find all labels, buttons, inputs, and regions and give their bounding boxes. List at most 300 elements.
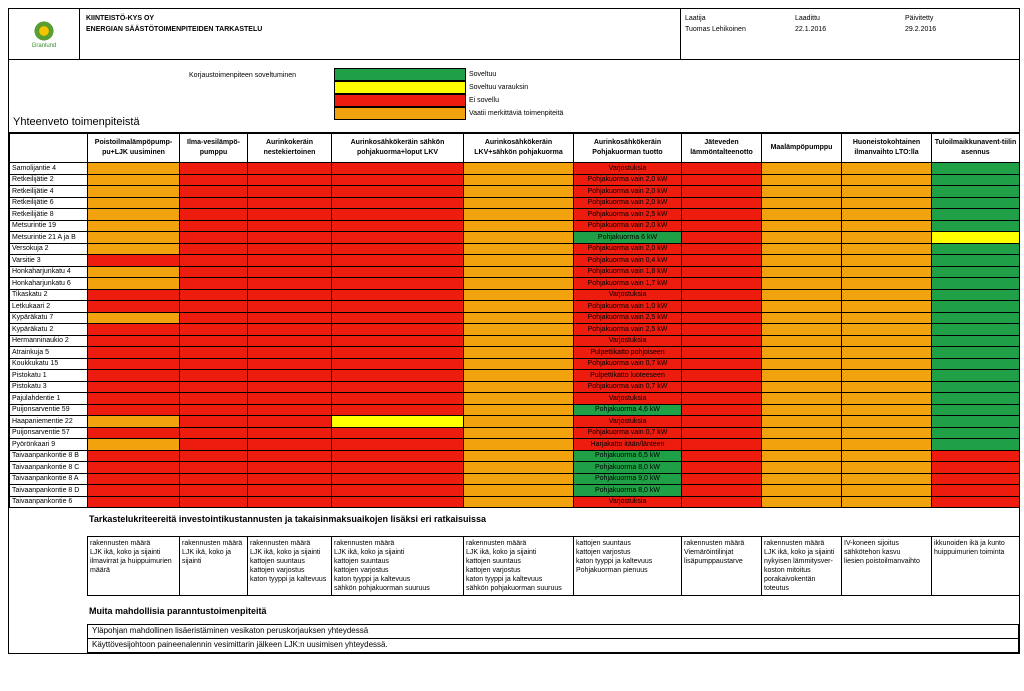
status-cell [842, 312, 932, 324]
status-cell [932, 186, 1020, 198]
status-cell [762, 186, 842, 198]
criteria-cell [332, 537, 464, 596]
status-cell: Varjostuksia [574, 163, 682, 175]
status-cell: Pohjakuorma vain 1,7 kW [574, 278, 682, 290]
status-cell [762, 439, 842, 451]
status-cell: Pohjakuorma vain 2,0 kW [574, 174, 682, 186]
status-cell [88, 232, 180, 244]
status-cell [932, 163, 1020, 175]
status-cell [180, 324, 248, 336]
status-cell [932, 439, 1020, 451]
status-cell [932, 197, 1020, 209]
status-cell: Pohjakuorma vain 2,0 kW [574, 243, 682, 255]
criteria-cell [932, 537, 1020, 596]
criteria-line: nykyisen lämmitysver- [764, 558, 833, 565]
status-cell [682, 335, 762, 347]
status-cell [464, 278, 574, 290]
other-improvements [9, 624, 1019, 653]
status-cell [932, 232, 1020, 244]
row-name: Tikaskatu 2 [10, 289, 88, 301]
status-cell [180, 473, 248, 485]
criteria-line: katon tyyppi ja kaltevuus [576, 558, 653, 565]
status-cell [180, 358, 248, 370]
legend-text: Ei sovellu [469, 97, 499, 104]
logo-text: Granlund [31, 42, 57, 49]
status-cell [464, 381, 574, 393]
status-cell [842, 358, 932, 370]
other-title: Muita mahdollisia paranntustoimenpiteitä [89, 606, 267, 616]
status-cell [682, 462, 762, 474]
row-name: Atrainkuja 5 [10, 347, 88, 359]
criteria-line: sähkön pohjakuorman suuruus [466, 585, 562, 592]
column-header: Tuloilmaikkunavent-tiilin asennus [932, 134, 1020, 163]
column-header: Aurinkokeräin nestekiertoinen [248, 134, 332, 163]
status-cell [464, 439, 574, 451]
status-cell [248, 312, 332, 324]
status-cell [332, 335, 464, 347]
table-row [10, 358, 1020, 370]
row-name: Retkeilijätie 4 [10, 186, 88, 198]
status-cell [682, 186, 762, 198]
row-name: Honkaharjunkatu 6 [10, 278, 88, 290]
status-cell [932, 255, 1020, 267]
summary-title: Yhteenveto toimenpiteistä [13, 116, 140, 128]
column-header: Aurinkosähkökeräin Pohjakuorman tuotto [574, 134, 682, 163]
status-cell: Varjostuksia [574, 393, 682, 405]
status-cell [88, 381, 180, 393]
status-cell [842, 416, 932, 428]
criteria-line: rakennusten määrä [182, 540, 243, 547]
status-cell [762, 335, 842, 347]
status-cell [932, 335, 1020, 347]
status-cell [88, 335, 180, 347]
status-cell [180, 427, 248, 439]
status-cell [464, 450, 574, 462]
status-cell [842, 335, 932, 347]
status-cell [932, 301, 1020, 313]
status-cell [762, 485, 842, 497]
status-cell [682, 301, 762, 313]
status-cell [332, 358, 464, 370]
criteria-line: porakaivokentän [764, 576, 816, 583]
status-cell [464, 324, 574, 336]
status-cell [332, 312, 464, 324]
status-cell [762, 197, 842, 209]
row-name: Puijonsarventie 57 [10, 427, 88, 439]
status-cell [248, 462, 332, 474]
status-cell [248, 301, 332, 313]
status-cell [332, 427, 464, 439]
criteria-line: rakennusten määrä [250, 540, 311, 547]
legend-swatch [334, 81, 466, 94]
status-cell [88, 255, 180, 267]
row-name: Haapaniementie 22 [10, 416, 88, 428]
criteria-line: toteutus [764, 585, 789, 592]
row-name: Taivaanpankontie 8 C [10, 462, 88, 474]
status-cell [842, 243, 932, 255]
status-cell [464, 266, 574, 278]
status-cell [332, 404, 464, 416]
status-cell [332, 370, 464, 382]
status-cell: Harjakatto itään/länteen [574, 439, 682, 451]
status-cell [332, 462, 464, 474]
status-cell [332, 232, 464, 244]
legend-text: Soveltuu varauksin [469, 84, 529, 91]
legend-item [334, 94, 563, 107]
status-cell: Pohjakuorma vain 1,8 kW [574, 266, 682, 278]
status-cell [88, 450, 180, 462]
company-name: KIINTEISTÖ-KYS OY [86, 15, 155, 22]
status-cell [842, 301, 932, 313]
measures-table [9, 133, 1020, 508]
status-cell [842, 473, 932, 485]
table-row [10, 209, 1020, 221]
status-cell [932, 347, 1020, 359]
column-header: Aurinkosähkökeräin sähkön pohjakuorma+loput LKV [332, 134, 464, 163]
status-cell [682, 393, 762, 405]
status-cell [332, 496, 464, 508]
legend-section [9, 60, 1019, 133]
status-cell [88, 404, 180, 416]
table-row [10, 312, 1020, 324]
status-cell [682, 209, 762, 221]
status-cell [682, 404, 762, 416]
row-name: Retkeilijätie 8 [10, 209, 88, 221]
criteria-line: rakennusten määrä [90, 540, 151, 547]
status-cell [180, 335, 248, 347]
status-cell [932, 278, 1020, 290]
legend-item [334, 81, 563, 94]
status-cell [842, 404, 932, 416]
status-cell: Pohjakuorma vain 2,0 kW [574, 186, 682, 198]
report-sheet [8, 8, 1020, 654]
status-cell [464, 209, 574, 221]
status-cell [88, 347, 180, 359]
criteria-line: kattojen suuntaus [466, 558, 521, 565]
status-cell [762, 324, 842, 336]
logo-icon [33, 20, 55, 42]
row-name: Kypäräkatu 2 [10, 324, 88, 336]
status-cell [682, 450, 762, 462]
status-cell: Pulpettikatto pohjoiseen [574, 347, 682, 359]
status-cell [932, 450, 1020, 462]
status-cell [682, 255, 762, 267]
status-cell [88, 496, 180, 508]
meta-updated [905, 13, 1015, 55]
status-cell: Varjostuksia [574, 289, 682, 301]
status-cell [248, 393, 332, 405]
status-cell [464, 496, 574, 508]
status-cell [332, 186, 464, 198]
company-logo [9, 9, 80, 59]
criteria-line: kattojen varjostus [466, 567, 521, 574]
status-cell [88, 462, 180, 474]
status-cell: Pohjakuorma 6 kW [574, 232, 682, 244]
status-cell: Pohjakuorma vain 0,7 kW [574, 358, 682, 370]
table-row [10, 485, 1020, 497]
status-cell [842, 163, 932, 175]
corner-header [10, 134, 88, 163]
row-name: Taivaanpankontie 8 B [10, 450, 88, 462]
status-cell [842, 186, 932, 198]
status-cell [332, 347, 464, 359]
status-cell: Pohjakuorma vain 2,5 kW [574, 209, 682, 221]
column-header: Poistoilmalämpöpump-pu+LJK uusiminen [88, 134, 180, 163]
criteria-line: LJK ikä, koko ja [182, 549, 232, 556]
criteria-line: LJK ikä, koko ja sijainti [466, 549, 537, 556]
row-name: Samolijantie 4 [10, 163, 88, 175]
status-cell [682, 485, 762, 497]
legend-swatches [334, 68, 563, 120]
status-cell [248, 485, 332, 497]
criteria-line: katon tyyppi ja kaltevuus [250, 576, 327, 583]
criteria-table [87, 536, 1020, 596]
row-name: Taivaanpankontie 6 [10, 496, 88, 508]
table-row [10, 278, 1020, 290]
status-cell [180, 404, 248, 416]
status-cell [88, 266, 180, 278]
table-row [10, 462, 1020, 474]
status-cell [682, 278, 762, 290]
status-cell [332, 450, 464, 462]
status-cell [180, 255, 248, 267]
status-cell [88, 301, 180, 313]
status-cell [682, 163, 762, 175]
row-name: Metsurintie 19 [10, 220, 88, 232]
status-cell [842, 220, 932, 232]
status-cell [842, 232, 932, 244]
table-row [10, 450, 1020, 462]
status-cell [932, 209, 1020, 221]
status-cell [248, 220, 332, 232]
row-name: Puijonsarventie 59 [10, 404, 88, 416]
status-cell [248, 209, 332, 221]
row-name: Pyörönkaari 9 [10, 439, 88, 451]
status-cell [464, 404, 574, 416]
column-header: Huoneistokohtainen ilmanvaihto LTO:lla [842, 134, 932, 163]
legend-swatch [334, 68, 466, 81]
table-row [10, 301, 1020, 313]
status-cell [88, 427, 180, 439]
status-cell [332, 266, 464, 278]
table-header-row [10, 134, 1020, 163]
status-cell [682, 312, 762, 324]
table-row [10, 186, 1020, 198]
row-name: Pistokatu 1 [10, 370, 88, 382]
other-item: Yläpohjan mahdollinen lisäeristäminen vesikaton peruskorjauksen yhteydessä [87, 624, 1019, 638]
status-cell [180, 174, 248, 186]
status-cell [332, 209, 464, 221]
created-value: 22.1.2016 [795, 26, 827, 33]
status-cell [248, 427, 332, 439]
status-cell [248, 496, 332, 508]
status-cell [180, 485, 248, 497]
table-row [10, 496, 1020, 508]
status-cell [332, 393, 464, 405]
legend-item [334, 107, 563, 120]
status-cell [180, 439, 248, 451]
status-cell [932, 496, 1020, 508]
status-cell [762, 496, 842, 508]
status-cell [180, 301, 248, 313]
criteria-cell [88, 537, 180, 596]
criteria-line: lisäpumppaustarve [684, 558, 743, 565]
status-cell [248, 289, 332, 301]
table-row [10, 232, 1020, 244]
status-cell [464, 232, 574, 244]
status-cell [332, 243, 464, 255]
status-cell [762, 209, 842, 221]
status-cell [842, 439, 932, 451]
status-cell: Pohjakuorma vain 0,4 kW [574, 255, 682, 267]
criteria-line: Viemäröintilinjat [684, 549, 734, 556]
status-cell: Pohjakuorma vain 1,0 kW [574, 301, 682, 313]
status-cell [464, 255, 574, 267]
status-cell [682, 174, 762, 186]
criteria-line: kattojen suuntaus [334, 558, 389, 565]
status-cell [180, 232, 248, 244]
status-cell [180, 462, 248, 474]
status-cell [88, 163, 180, 175]
status-cell [682, 289, 762, 301]
status-cell [88, 485, 180, 497]
status-cell [88, 473, 180, 485]
status-cell [842, 266, 932, 278]
status-cell [682, 473, 762, 485]
criteria-line: LJK ikä, koko ja sijainti [764, 549, 835, 556]
status-cell [248, 358, 332, 370]
header-title-block [80, 9, 681, 59]
status-cell [762, 381, 842, 393]
column-header: Aurinkosähkökeräin LKV+sähkön pohjakuorma [464, 134, 574, 163]
status-cell [180, 393, 248, 405]
row-name: Kypäräkatu 7 [10, 312, 88, 324]
status-cell [682, 220, 762, 232]
status-cell [762, 370, 842, 382]
status-cell [332, 473, 464, 485]
status-cell [762, 450, 842, 462]
status-cell [842, 427, 932, 439]
criteria-line: rakennusten määrä [334, 540, 395, 547]
status-cell [88, 209, 180, 221]
table-row [10, 163, 1020, 175]
status-cell [842, 197, 932, 209]
status-cell [464, 416, 574, 428]
status-cell [180, 381, 248, 393]
status-cell [464, 393, 574, 405]
status-cell [842, 324, 932, 336]
table-row [10, 174, 1020, 186]
status-cell [464, 427, 574, 439]
status-cell [332, 163, 464, 175]
criteria-line: rakennusten määrä [764, 540, 825, 547]
status-cell [332, 197, 464, 209]
status-cell: Pohjakuorma vain 2,5 kW [574, 312, 682, 324]
status-cell [88, 197, 180, 209]
criteria-line: ilmavirrat ja huippuimurien [90, 558, 172, 565]
status-cell [248, 439, 332, 451]
status-cell [842, 450, 932, 462]
status-cell [180, 416, 248, 428]
status-cell [464, 358, 574, 370]
status-cell [762, 255, 842, 267]
status-cell [464, 220, 574, 232]
status-cell [464, 370, 574, 382]
status-cell [932, 416, 1020, 428]
status-cell [682, 427, 762, 439]
status-cell [682, 243, 762, 255]
updated-value: 29.2.2016 [905, 26, 937, 33]
criteria-line: kattojen suuntaus [576, 540, 631, 547]
status-cell [88, 289, 180, 301]
criteria-line: sijainti [182, 558, 202, 565]
status-cell: Pohjakuorma vain 2,0 kW [574, 220, 682, 232]
status-cell [332, 301, 464, 313]
table-row [10, 404, 1020, 416]
table-row [10, 324, 1020, 336]
table-row [10, 381, 1020, 393]
criteria-line: katon tyyppi ja kaltevuus [334, 576, 411, 583]
status-cell [332, 324, 464, 336]
table-row [10, 255, 1020, 267]
status-cell [682, 381, 762, 393]
status-cell [464, 186, 574, 198]
status-cell: Varjostuksia [574, 335, 682, 347]
status-cell [932, 289, 1020, 301]
status-cell [682, 266, 762, 278]
row-name: Metsurintie 21 A ja B [10, 232, 88, 244]
status-cell [88, 393, 180, 405]
other-item: Käyttövesijohtoon paineenalennin vesimittarin jälkeen LJK:n uusimisen yhteydessä. [87, 638, 1019, 653]
status-cell [248, 174, 332, 186]
row-name: Versokuja 2 [10, 243, 88, 255]
status-cell [932, 427, 1020, 439]
criteria-line: LJK ikä, koko ja sijainti [90, 549, 161, 556]
status-cell [88, 439, 180, 451]
status-cell [682, 347, 762, 359]
status-cell: Pohjakuorma 4,6 kW [574, 404, 682, 416]
meta-author [685, 13, 795, 55]
status-cell [932, 312, 1020, 324]
status-cell [762, 278, 842, 290]
criteria-line: määrä [90, 567, 110, 574]
criteria-line: LJK ikä, koko ja sijainti [250, 549, 321, 556]
status-cell [932, 393, 1020, 405]
criteria-cell [682, 537, 762, 596]
status-cell [248, 450, 332, 462]
status-cell [682, 358, 762, 370]
status-cell [762, 427, 842, 439]
legend-item [334, 68, 563, 81]
criteria-line: kattojen varjostus [576, 549, 631, 556]
criteria-line: koston mitoitus [764, 567, 811, 574]
status-cell [180, 450, 248, 462]
criteria-line: katon tyyppi ja kaltevuus [466, 576, 543, 583]
status-cell [762, 243, 842, 255]
table-row [10, 289, 1020, 301]
status-cell [248, 335, 332, 347]
criteria-cell [842, 537, 932, 596]
status-cell [932, 381, 1020, 393]
status-cell [464, 312, 574, 324]
status-cell [932, 473, 1020, 485]
status-cell: Pohjakuorma 8,0 kW [574, 485, 682, 497]
status-cell [842, 370, 932, 382]
criteria-line: sähkön pohjakuorman suuruus [334, 585, 430, 592]
status-cell [842, 278, 932, 290]
status-cell [332, 439, 464, 451]
status-cell [842, 381, 932, 393]
